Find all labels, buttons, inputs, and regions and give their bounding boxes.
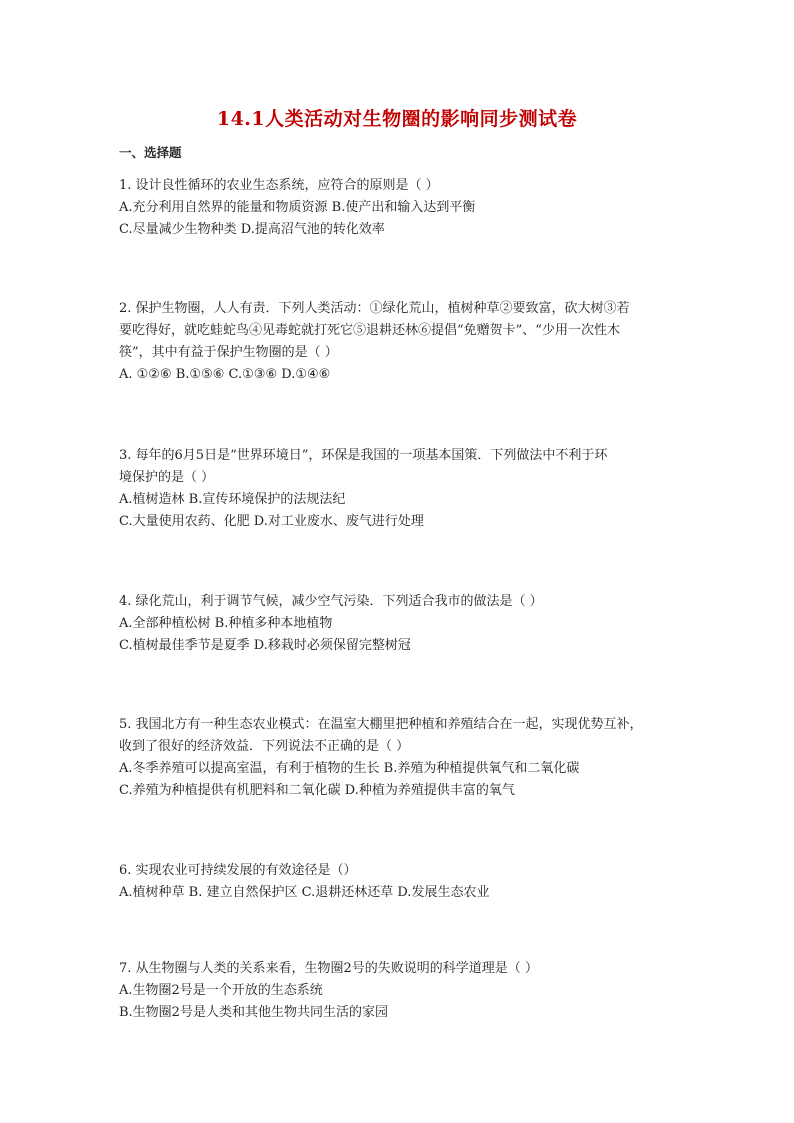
question-stem-line: 7. 从生物圈与人类的关系来看，生物圈2号的失败说明的科学道理是（ ） (119, 961, 538, 976)
question-6 (119, 860, 689, 904)
question-stem-line: 5. 我国北方有一种生态农业模式：在温室大棚里把种植和养殖结合在一起，实现优势互补， (119, 717, 643, 732)
option-line: A.冬季养殖可以提高室温，有利于植物的生长 B.养殖为种植提供氧气和二氧化碳 (119, 761, 580, 776)
option-line: A.全部种植松树 B.种植多种本地植物 (119, 616, 333, 631)
question-5 (119, 714, 689, 802)
question-2 (119, 298, 689, 386)
option-line: A.充分利用自然界的能量和物质资源 B.使产出和输入达到平衡 (119, 200, 476, 215)
question-stem-line: 3. 每年的6月5日是“世界环境日”，环保是我国的一项基本国策．下列做法中不利于环 (119, 448, 608, 463)
question-stem-line: 2. 保护生物圈，人人有责．下列人类活动：①绿化荒山，植树种草②要致富，砍大树③若 (119, 301, 630, 316)
question-stem-line: 境保护的是（ ） (119, 470, 215, 485)
question-7 (119, 958, 689, 1024)
option-line: A.生物圈2号是一个开放的生态系统 (119, 983, 323, 998)
option-line: C.养殖为种植提供有机肥料和二氧化碳 D.种植为养殖提供丰富的氧气 (119, 783, 515, 798)
option-line: A. ①②⑥ B.①⑤⑥ C.①③⑥ D.①④⑥ (119, 367, 331, 382)
question-stem-line: 1. 设计良性循环的农业生态系统，应符合的原则是（ ） (119, 178, 439, 193)
option-line: C.植树最佳季节是夏季 D.移栽时必须保留完整树冠 (119, 638, 411, 653)
page-title: 14.1人类活动对生物圈的影响同步测试卷 (216, 108, 578, 130)
section-heading: 一、选择题 (119, 145, 182, 160)
option-line: A.植树造林 B.宣传环境保护的法规法纪 (119, 492, 346, 507)
question-4 (119, 591, 689, 657)
option-line: B.生物圈2号是人类和其他生物共同生活的家园 (119, 1005, 388, 1020)
question-stem-line: 6. 实现农业可持续发展的有效途径是（） (119, 863, 357, 878)
option-line: C.大量使用农药、化肥 D.对工业废水、废气进行处理 (119, 514, 424, 529)
option-line: A.植树种草 B. 建立自然保护区 C.退耕还林还草 D.发展生态农业 (119, 885, 490, 900)
question-stem-line: 要吃得好，就吃蛙蛇鸟④见毒蛇就打死它⑤退耕还林⑥提倡“免赠贺卡”、“少用一次性木 (119, 323, 620, 338)
option-line: C.尽量减少生物种类 D.提高沼气池的转化效率 (119, 222, 385, 237)
question-3 (119, 445, 689, 533)
question-stem-line: 4. 绿化荒山，利于调节气候，减少空气污染．下列适合我市的做法是（ ） (119, 594, 543, 609)
question-stem-line: 收到了很好的经济效益．下列说法不正确的是（ ） (119, 739, 410, 754)
question-stem-line: 筷”，其中有益于保护生物圈的是（ ） (119, 345, 338, 360)
question-1 (119, 175, 689, 241)
